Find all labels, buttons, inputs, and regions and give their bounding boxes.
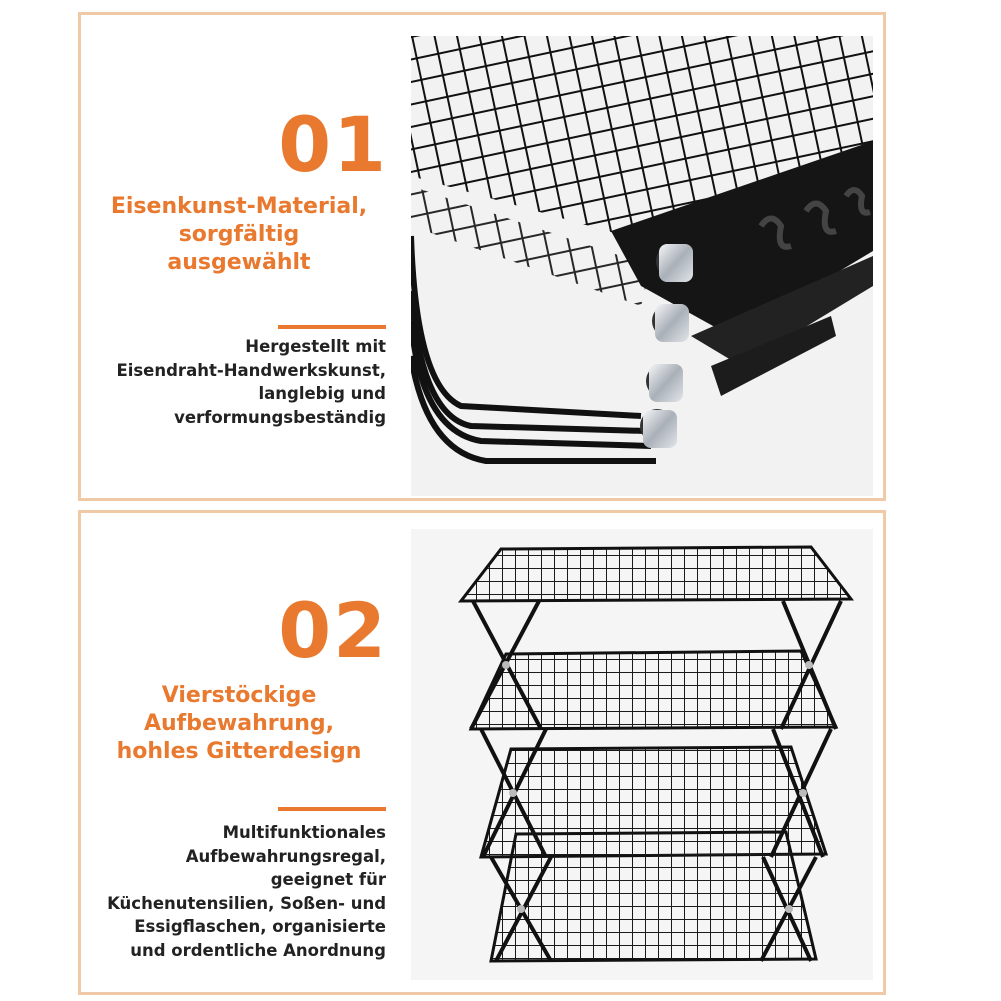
accent-divider: [278, 807, 386, 811]
description-line: Essigflaschen, organisierte: [134, 917, 386, 936]
bolt-icon: [646, 364, 683, 402]
description-line: Multifunktionales: [222, 823, 386, 842]
bolt-icon: [640, 409, 677, 448]
feature-heading: [74, 682, 404, 766]
description-line: langlebig und: [258, 384, 386, 403]
rack-hinge-closeup-photo: [411, 36, 873, 496]
feature-heading: [74, 193, 404, 277]
description-line: verformungsbeständig: [174, 407, 386, 427]
feature-description: [66, 821, 386, 962]
four-tier-rack-photo: [411, 529, 873, 980]
feature-number: 01: [278, 100, 388, 189]
description-line: Eisendraht-Handwerkskunst,: [116, 360, 386, 380]
bolt-icon: [652, 304, 689, 342]
description-line: Küchenutensilien, Soßen- und: [107, 893, 386, 913]
heading-line: hohles Gitterdesign: [116, 739, 362, 764]
rack-hinge-illustration: [411, 36, 873, 496]
heading-line: ausgewählt: [167, 250, 311, 275]
description-line: Hergestellt mit: [245, 337, 386, 356]
bolt-icon: [656, 244, 693, 282]
accent-divider: [278, 325, 386, 329]
heading-line: Eisenkunst-Material,: [110, 194, 368, 219]
feature-description: [66, 335, 386, 429]
four-tier-rack-illustration: [411, 529, 873, 980]
heading-line: Aufbewahrung,: [143, 711, 335, 736]
feature-panel-material: [78, 12, 886, 501]
heading-line: sorgfältig: [178, 222, 300, 247]
heading-line: Vierstöckige: [161, 683, 317, 708]
rack-shelf: [471, 651, 836, 729]
feature-panel-storage: [78, 510, 886, 995]
description-line: Aufbewahrungsregal,: [185, 846, 386, 866]
description-line: geeignet für: [270, 870, 386, 889]
feature-number: 02: [278, 586, 388, 675]
rack-shelf: [461, 547, 851, 601]
description-line: und ordentliche Anordnung: [130, 940, 386, 960]
